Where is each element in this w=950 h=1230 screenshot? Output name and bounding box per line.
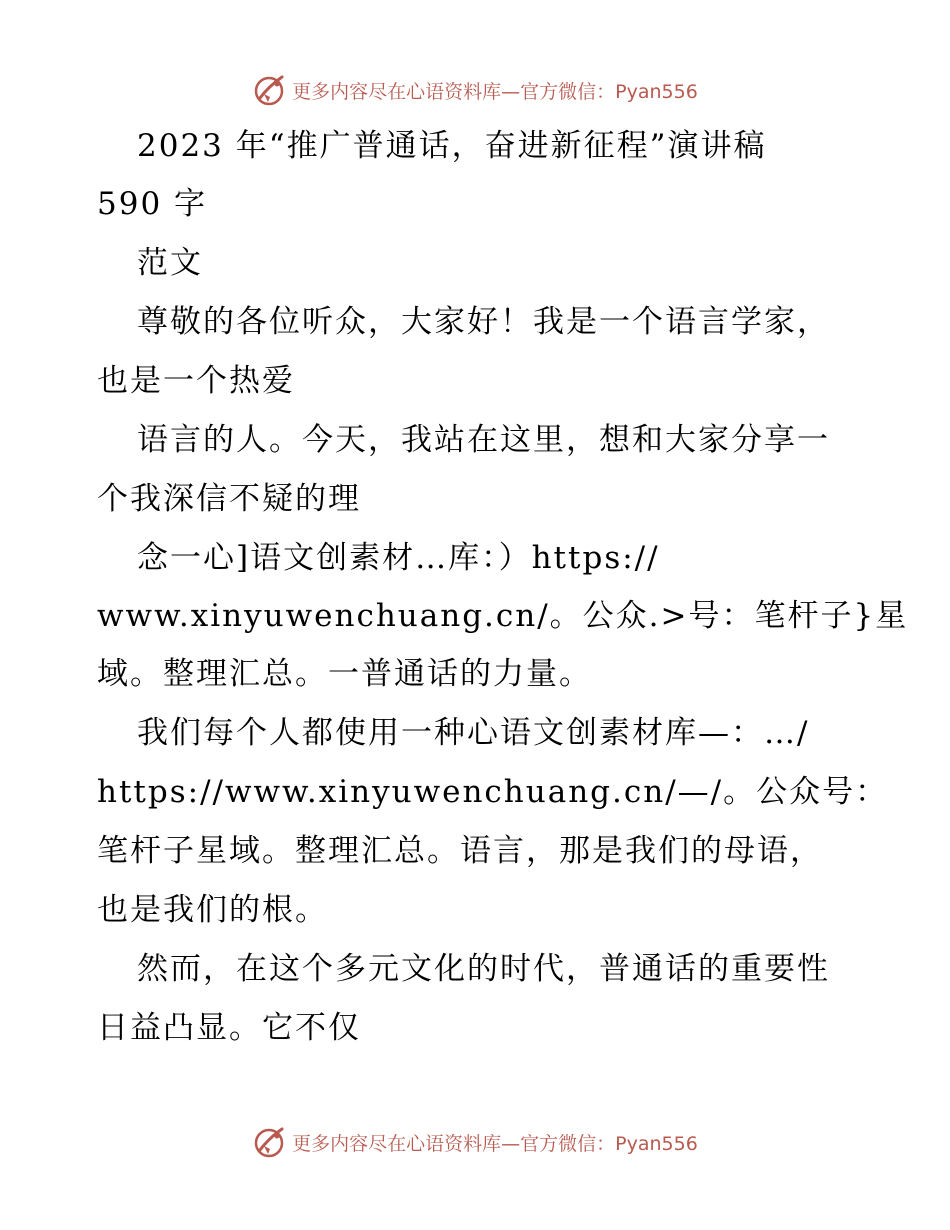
paragraph-line: 笔杆子星域。整理汇总。语言，那是我们的母语， <box>97 833 823 869</box>
paragraph-line: https://www.xinyuwenchuang.cn/—/。公众号： <box>97 774 889 810</box>
title-line: 2023 年“推广普通话，奋进新征程”演讲稿 <box>137 128 767 164</box>
watermark-text: 更多内容尽在心语资料库—官方微信：Pyan556 <box>292 80 698 103</box>
paragraph-line: www.xinyuwenchuang.cn/。公众.>号：笔杆子}星 <box>97 598 909 634</box>
header-watermark <box>0 70 950 110</box>
paragraph-line: 念一心]语文创素材…库：）https:// <box>137 540 660 576</box>
brush-logo-icon <box>252 1124 288 1160</box>
title-line-cont: 590 字 <box>97 186 208 222</box>
watermark-text: 更多内容尽在心语资料库—官方微信：Pyan556 <box>292 1132 698 1155</box>
paragraph-line: 域。整理汇总。一普通话的力量。 <box>97 656 592 692</box>
paragraph-line: 也是我们的根。 <box>97 892 328 928</box>
brush-logo-icon <box>252 72 288 108</box>
paragraph-line: 范文 <box>137 245 203 281</box>
paragraph-line: 尊敬的各位听众，大家好！我是一个语言学家， <box>137 304 830 340</box>
footer-watermark <box>0 1122 950 1162</box>
paragraph-line: 也是一个热爱 <box>97 363 295 399</box>
paragraph-line: 日益凸显。它不仅 <box>97 1010 361 1046</box>
paragraph-line: 然而，在这个多元文化的时代，普通话的重要性 <box>137 951 830 987</box>
paragraph-line: 我们每个人都使用一种心语文创素材库—：…/ <box>137 715 810 751</box>
paragraph-line: 语言的人。今天，我站在这里，想和大家分享一 <box>137 422 830 458</box>
paragraph-line: 个我深信不疑的理 <box>97 481 361 517</box>
